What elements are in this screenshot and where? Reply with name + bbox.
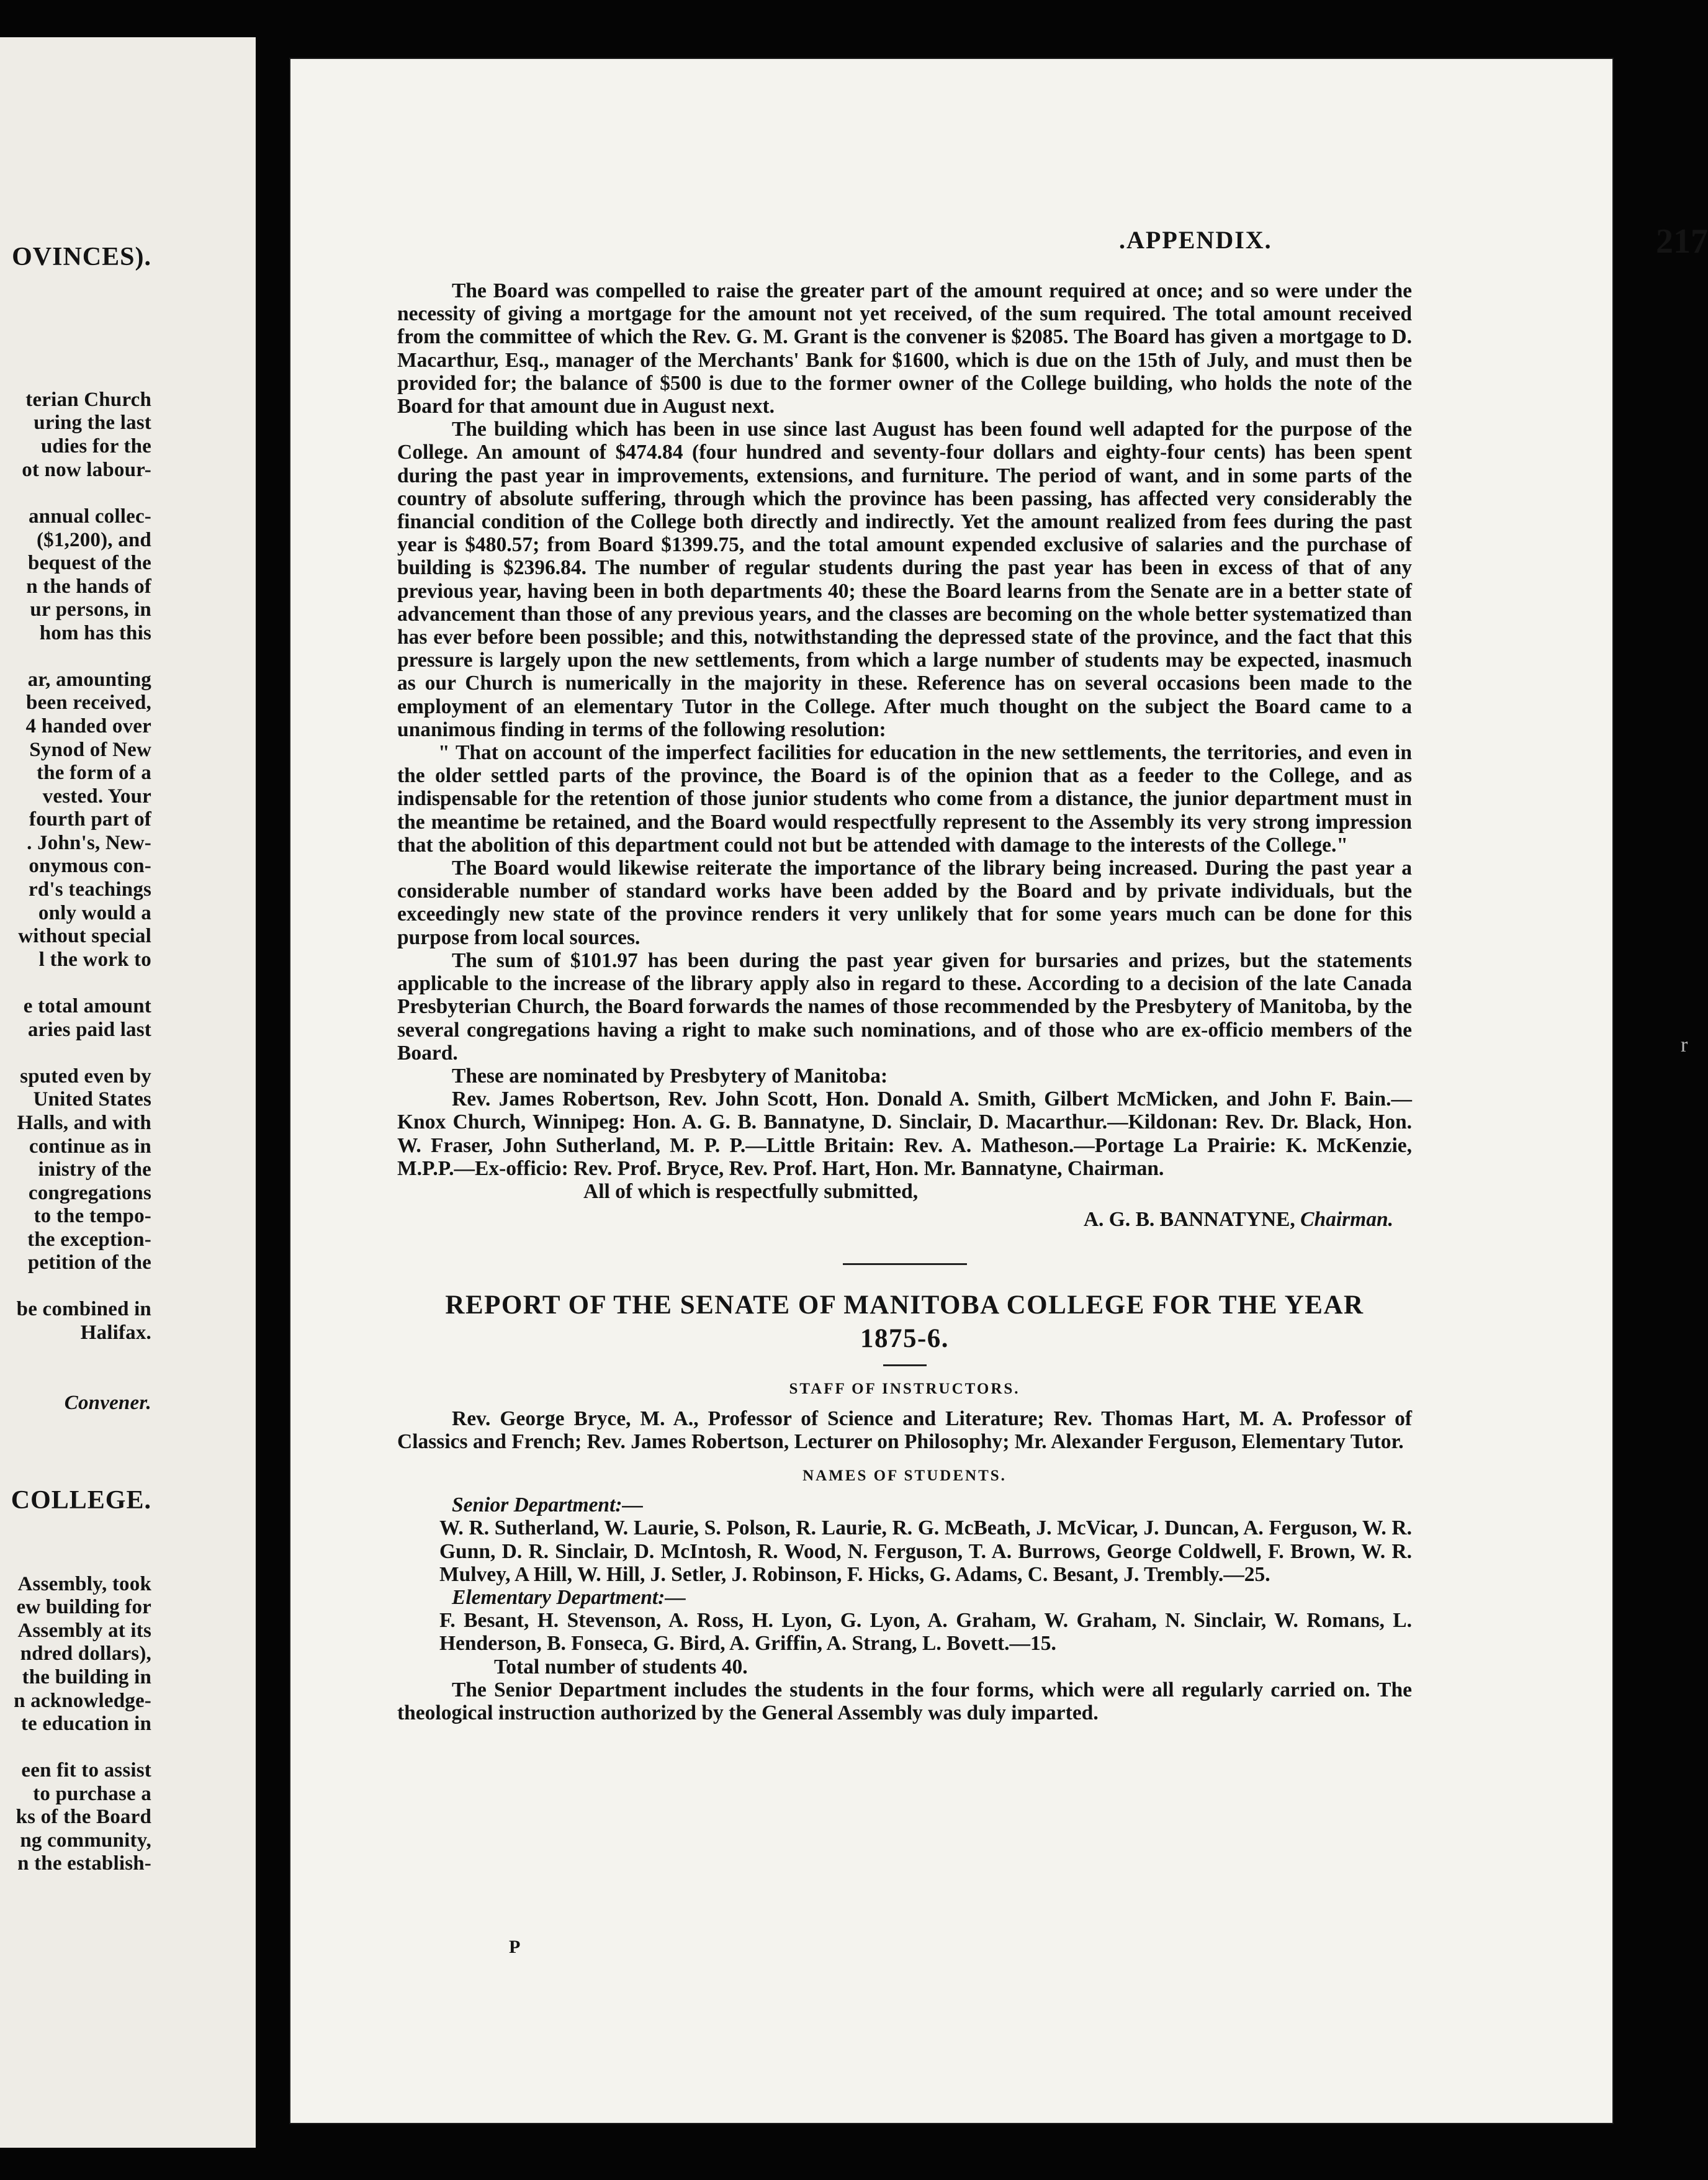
left-page-fragment: ng community, bbox=[20, 1829, 151, 1852]
left-page-fragment: ndred dollars), bbox=[20, 1642, 151, 1665]
left-page-fragment: the form of a bbox=[37, 762, 151, 784]
left-page-fragment: rd's teachings bbox=[28, 878, 151, 901]
report-title-line: REPORT OF THE SENATE OF MANITOBA COLLEGE FOR THE YEAR bbox=[445, 1290, 1364, 1320]
left-page-fragment: aries paid last bbox=[27, 1019, 151, 1041]
senior-student-list: W. R. Sutherland, W. Laurie, S. Polson, R. Laurie, R. G. McBeath, J. McVicar, J. Duncan, A. Ferguson, W. R. Gunn, D. R. Sinclair, D. McIntosh, R. Wood, N. Ferguson, T. A. Burrows, George Coldwell, F. Brown, W. R. Mulvey, A Hill, W. Hill, J. Setler, J. Robinson, F. Hicks, G. Adams, C. Besant, J. Trembly.—25. bbox=[439, 1516, 1412, 1586]
left-page-fragment: ot now labour- bbox=[22, 459, 151, 481]
running-header-title: .APPENDIX. bbox=[1119, 226, 1272, 254]
signature-name: A. G. B. BANNATYNE, bbox=[1083, 1208, 1295, 1232]
senior-department-label: Senior Department:— bbox=[452, 1493, 644, 1517]
staff-heading: STAFF OF INSTRUCTORS. bbox=[789, 1381, 1020, 1398]
left-page-fragment: Assembly, took bbox=[17, 1573, 151, 1595]
left-page-fragment: udies for the bbox=[41, 435, 151, 457]
left-page-fragment: United States bbox=[33, 1088, 151, 1110]
resolution-quote: " That on account of the imperfect facilities for education in the new settlements, the territories, and even in the older settled parts of the province, the Board is of the opinion that as a feeder to the College, and as indispensable for the retention of those junior students who come from a distance, the junior department must in the meantime be retained, and the Board would respectfully represent to the Assembly its very strong impression that the abolition of this department could not but be attended with damage to the interests of the College." bbox=[397, 741, 1412, 857]
left-page-fragment: l the work to bbox=[38, 948, 151, 971]
left-page-fragment: onymous con- bbox=[29, 855, 151, 877]
left-page-fragment: Assembly at its bbox=[17, 1619, 151, 1642]
report-title-year: 1875-6. bbox=[860, 1324, 950, 1354]
left-page-fragment: petition of the bbox=[27, 1251, 151, 1274]
paragraph: The sum of $101.97 has been during the past year given for bursaries and prizes, but the statements applicable to the increase of the library apply also in regard to these. According to a decision of the late Canada Presbyterian Church, the Board forwards the names of those recommended by the Presbytery of Manitoba, by the several congregations having a right to make such nominations, and of those who are ex-officio members of the Board. bbox=[397, 948, 1412, 1065]
left-page-fragment: vested. Your bbox=[42, 785, 151, 808]
paragraph: These are nominated by Presbytery of Manitoba: bbox=[452, 1064, 888, 1088]
left-page-fragment: be combined in bbox=[16, 1298, 151, 1320]
left-page-fragment: continue as in bbox=[29, 1135, 151, 1158]
signature-mark: P bbox=[509, 1937, 521, 1957]
left-page-fragment: ks of the Board bbox=[16, 1806, 151, 1828]
signature-role: Chairman. bbox=[1300, 1208, 1393, 1232]
paragraph: The Board was compelled to raise the greater part of the amount required at once; and so were under the necessity of giving a mortgage for the amount not yet received, of the sum required. The total amount received from the committee of which the Rev. G. M. Grant is the convener is $2085. The Board has given a mortgage to D. Macarthur, Esq., manager of the Merchants' Bank for $1600, which is due on the 15th of July, and must then be provided for; the balance of $500 is due to the former owner of the College building, who holds the note of the Board for that amount due in August next. bbox=[397, 279, 1412, 418]
left-page-fragment: ew building for bbox=[16, 1596, 151, 1618]
closing-paragraph: The Senior Department includes the students in the four forms, which were all regularly carried on. The theological instruction authorized by the General Assembly was duly imparted. bbox=[397, 1678, 1412, 1724]
left-page-fragment: hom has this bbox=[39, 622, 151, 644]
left-page-fragment: COLLEGE. bbox=[11, 1486, 151, 1515]
left-page-fragment: e total amount bbox=[23, 995, 151, 1017]
staff-paragraph: Rev. George Bryce, M. A., Professor of Science and Literature; Rev. Thomas Hart, M. A. Professor of Classics and French; Rev. James Robertson, Lecturer on Philosophy; Mr. Alexander Ferguson, Elementary Tutor. bbox=[397, 1407, 1412, 1453]
left-page-fragment: been received, bbox=[26, 691, 151, 714]
margin-mark: r bbox=[1681, 1034, 1688, 1056]
paragraph: The building which has been in use since last August has been found well adapted for the purpose of the College. An amount of $474.84 (four hundred and seventy-four dollars and eighty-four cents) has been spent during the past year in improvements, extensions, and furniture. The period of want, and in some parts of the country of absolute suffering, through which the province has been passing, has affected very considerably the financial condition of the College both directly and indirectly. Yet the amount realized from fees during the past year is $480.57; from Board $1399.75, and the total amount expended exclusive of salaries and the purchase of building is $2396.84. The number of regular students during the past year has been in excess of that of any previous year, having been in both departments 40; these the Board learns from the Senate are in a better state of advancement than those of any previous years, and the classes are becoming on the whole better systematized than has ever before been possible; and this, notwithstanding the depressed state of the province, and the fact that this pressure is largely upon the new settlements, from which a large number of students may be expected, inasmuch as our Church is numerically in the majority in these. Reference has on several occasions been made to the employment of an elementary Tutor in the College. After much thought on the subject the Board came to a unanimous finding in terms of the following resolution: bbox=[397, 418, 1412, 741]
left-page-fragment: n the establish- bbox=[17, 1852, 151, 1875]
left-page-fragment: Synod of New bbox=[29, 739, 151, 761]
total-students: Total number of students 40. bbox=[494, 1655, 748, 1678]
left-page-fragment: fourth part of bbox=[29, 808, 151, 831]
left-page-fragment: Halls, and with bbox=[17, 1112, 151, 1134]
left-page-fragment: sputed even by bbox=[20, 1065, 151, 1088]
closing-line: All of which is respectfully submitted, bbox=[583, 1179, 919, 1203]
left-page-fragment: Convener. bbox=[64, 1392, 151, 1414]
left-page-fragment: without special bbox=[18, 925, 151, 947]
left-page-fragment: to the tempo- bbox=[34, 1205, 151, 1227]
left-page-fragment: . John's, New- bbox=[27, 832, 151, 854]
paragraph: The Board would likewise reiterate the importance of the library being increased. During the past year a considerable number of standard works have been added by the Board and by private individuals, but the exceedingly new state of the province renders it very unlikely that for some years much can be done for this purpose from local sources. bbox=[397, 857, 1412, 949]
report-title bbox=[397, 1289, 1412, 1356]
left-page-fragment: OVINCES). bbox=[12, 243, 151, 271]
left-page-fragment: inistry of the bbox=[38, 1158, 151, 1181]
left-page-fragment: ($1,200), and bbox=[36, 529, 151, 551]
left-facing-page bbox=[0, 37, 256, 2148]
left-page-fragment: Halifax. bbox=[80, 1322, 151, 1344]
left-page-fragment: n acknowledge- bbox=[14, 1690, 151, 1712]
elementary-department-label: Elementary Department:— bbox=[452, 1585, 686, 1609]
nominees-paragraph: Rev. James Robertson, Rev. John Scott, Hon. Donald A. Smith, Gilbert McMicken, and John F. Bain.—Knox Church, Winnipeg: Hon. A. G. B. Bannatyne, D. Sinclair, D. Macarthur.—Kildonan: Rev. Dr. Black, Hon. W. Fraser, John Sutherland, M. P. P.—Little Britain: Rev. A. Matheson.—Portage La Prairie: K. McKenzie, M.P.P.—Ex-officio: Rev. Prof. Bryce, Rev. Prof. Hart, Hon. Mr. Bannatyne, Chairman. bbox=[397, 1088, 1412, 1180]
signature-line bbox=[397, 1208, 1412, 1231]
left-page-fragment: to purchase a bbox=[33, 1783, 151, 1805]
running-header bbox=[290, 222, 1708, 263]
page-body bbox=[397, 279, 1412, 1724]
left-page-fragment: the building in bbox=[22, 1666, 151, 1688]
left-page-fragment: n the hands of bbox=[26, 575, 151, 598]
left-page-fragment: terian Church bbox=[25, 389, 151, 411]
left-page-fragment: the exception- bbox=[27, 1228, 151, 1251]
left-page-fragment: te education in bbox=[20, 1713, 151, 1735]
section-divider bbox=[843, 1263, 967, 1265]
left-page-fragment: ur persons, in bbox=[30, 598, 151, 621]
elementary-student-list: F. Besant, H. Stevenson, A. Ross, H. Lyon, G. Lyon, A. Graham, W. Graham, N. Sinclair, W. Romans, L. Henderson, B. Fonseca, G. Bird, A. Griffin, A. Strang, L. Bovett.—15. bbox=[439, 1609, 1412, 1655]
students-heading: NAMES OF STUDENTS. bbox=[802, 1467, 1007, 1484]
left-page-fragment: congregations bbox=[28, 1182, 151, 1204]
left-page-fragment: een fit to assist bbox=[21, 1759, 151, 1781]
left-page-fragment: bequest of the bbox=[28, 552, 151, 574]
left-page-fragment: uring the last bbox=[34, 412, 151, 434]
short-divider bbox=[883, 1364, 927, 1366]
page-number: 217 bbox=[1656, 222, 1708, 261]
left-page-fragment: 4 handed over bbox=[25, 715, 151, 737]
left-page-fragment: ar, amounting bbox=[27, 669, 151, 691]
left-page-fragment: annual collec- bbox=[28, 505, 151, 528]
left-page-fragment: only would a bbox=[38, 902, 151, 924]
